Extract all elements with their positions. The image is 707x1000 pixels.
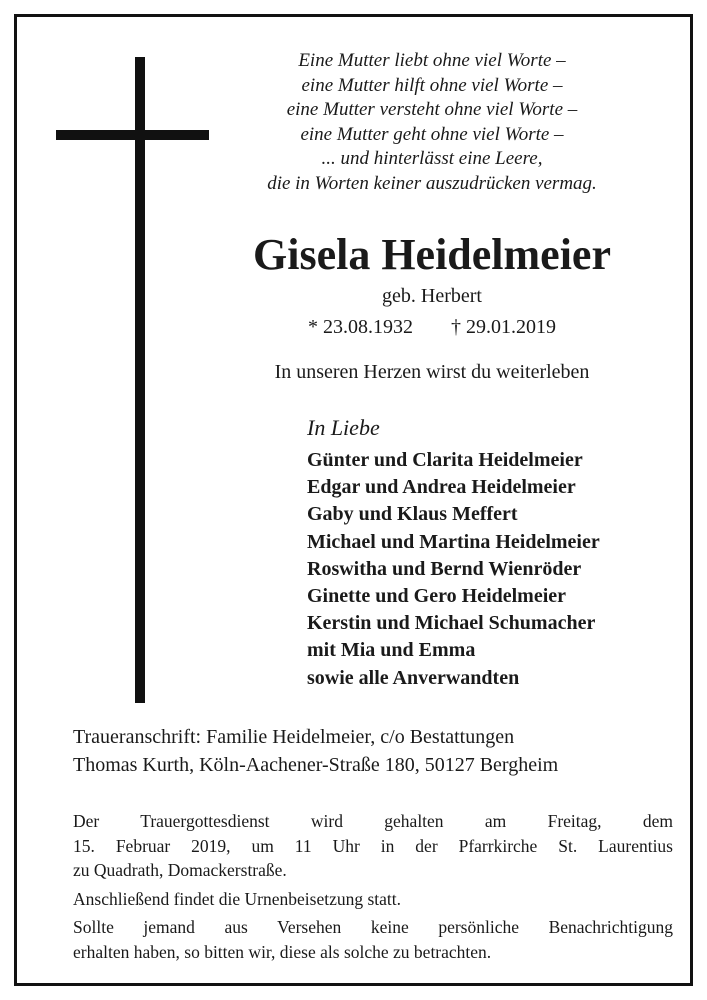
mourner-name: Edgar und Andrea Heidelmeier — [307, 476, 576, 499]
mourner-name: sowie alle Anverwandten — [307, 666, 520, 689]
cross-icon-vertical-bar — [135, 57, 145, 703]
deceased-name: Gisela Heidelmeier — [253, 230, 611, 279]
service-line: Der Trauergottesdienst wird gehalten am Freitag, dem — [73, 811, 673, 831]
poem-line: eine Mutter hilft ohne viel Worte – — [301, 74, 563, 96]
mourners-intro: In Liebe — [307, 415, 380, 440]
life-dates — [192, 314, 672, 340]
birth-date: * 23.08.1932 — [308, 316, 413, 338]
motto: In unseren Herzen wirst du weiterleben — [274, 361, 590, 383]
poem — [192, 49, 672, 197]
mourner-name: mit Mia und Emma — [307, 639, 476, 662]
service-line: 15. Februar 2019, um 11 Uhr in der Pfarrkirche St. Laurentius — [73, 835, 673, 856]
address-line: Thomas Kurth, Köln-Aachener-Straße 180, 50127 Bergheim — [73, 754, 559, 776]
poem-line: die in Worten keiner auszudrücken vermag. — [267, 172, 597, 194]
mourning-address — [73, 723, 673, 779]
mourner-name: Ginette und Gero Heidelmeier — [307, 585, 567, 608]
mourner-name: Roswitha und Bernd Wienröder — [307, 557, 582, 580]
poem-line: Eine Mutter liebt ohne viel Worte – — [298, 50, 566, 71]
service-line: zu Quadrath, Domackerstraße. — [73, 860, 287, 880]
notice-line: Sollte jemand aus Versehen keine persönliche Benachrichtigung — [73, 917, 673, 937]
poem-line: ... und hinterlässt eine Leere, — [321, 148, 543, 170]
death-date: † 29.01.2019 — [451, 316, 556, 338]
address-line: Traueranschrift: Familie Heidelmeier, c/o Bestattungen — [73, 726, 515, 748]
mourner-name: Michael und Martina Heidelmeier — [307, 530, 600, 553]
poem-line: eine Mutter geht ohne viel Worte – — [300, 123, 564, 145]
notice-line: erhalten haben, so bitten wir, diese als solche zu betrachten. — [73, 941, 492, 962]
service-info — [73, 809, 673, 964]
mourner-name: Kerstin und Michael Schumacher — [307, 612, 596, 635]
birth-name: geb. Herbert — [382, 285, 482, 307]
mourner-name: Gaby und Klaus Meffert — [307, 503, 518, 526]
poem-line: eine Mutter versteht ohne viel Worte – — [286, 99, 578, 121]
burial-note: Anschließend findet die Urnenbeisetzung statt. — [73, 888, 402, 909]
cross-icon-horizontal-bar — [56, 130, 209, 140]
mourners-list — [307, 447, 600, 692]
mourner-name: Günter und Clarita Heidelmeier — [307, 449, 583, 471]
obituary-frame — [14, 14, 693, 986]
